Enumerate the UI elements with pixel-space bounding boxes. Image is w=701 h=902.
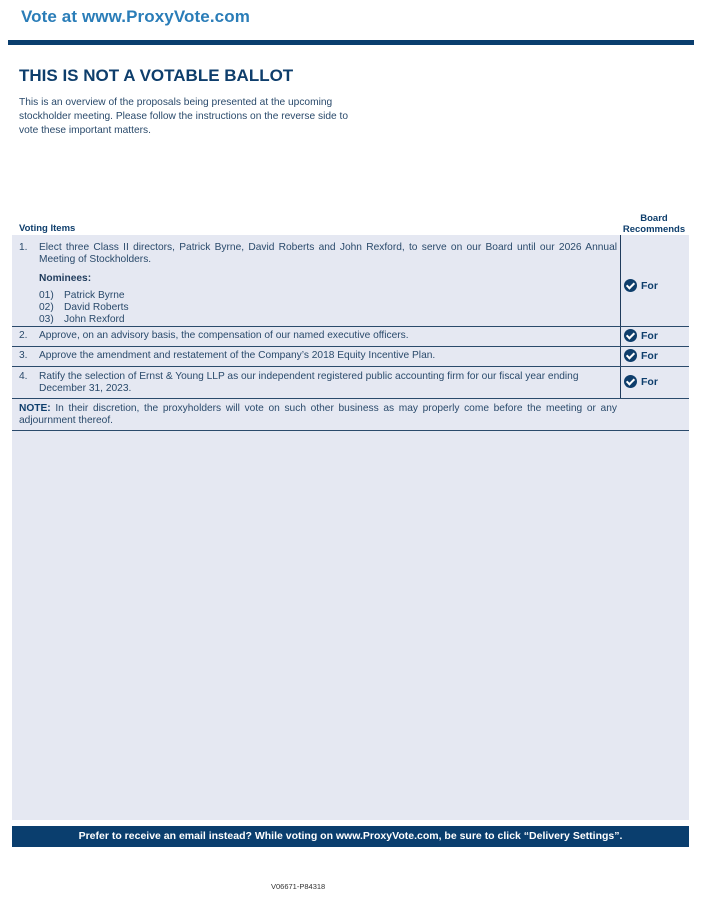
voting-item-3 <box>19 350 619 362</box>
item-number: 1. <box>19 242 28 253</box>
nominee-name: John Rexford <box>64 314 125 325</box>
nominee-2 <box>39 302 129 313</box>
footer-banner: Prefer to receive an email instead? While voting on www.ProxyVote.com, be sure to click “Delivery Settings”. <box>12 826 689 847</box>
item-number: 4. <box>19 371 28 382</box>
column-header-line-2: Recommends <box>622 224 686 235</box>
nominee-number: 02) <box>39 302 54 313</box>
checkmark-icon <box>624 349 637 362</box>
recommendation-4 <box>624 375 658 388</box>
note-body: In their discretion, the proxyholders will vote on such other business as may properly come before the meeting or any adjournment thereof. <box>19 403 617 426</box>
nominee-name: David Roberts <box>64 302 129 313</box>
intro-text: This is an overview of the proposals being presented at the upcoming stockholder meeting. Please follow the instructions on the reverse side to vote these important matters. <box>19 97 349 136</box>
nominee-name: Patrick Byrne <box>64 290 125 301</box>
recommendation-1 <box>624 279 658 292</box>
recommendation-label: For <box>641 279 658 292</box>
recommend-column-divider <box>620 235 621 398</box>
item-number: 2. <box>19 330 28 341</box>
recommendation-3 <box>624 349 658 362</box>
checkmark-icon <box>624 375 637 388</box>
checkmark-icon <box>624 279 637 292</box>
column-header-voting-items: Voting Items <box>19 223 76 234</box>
nominees-label: Nominees: <box>39 273 92 284</box>
nominee-3 <box>39 314 125 325</box>
nominee-number: 01) <box>39 290 54 301</box>
recommendation-label: For <box>641 349 658 362</box>
item-text: Approve, on an advisory basis, the compensation of our named executive officers. <box>39 330 409 341</box>
recommendation-label: For <box>641 375 658 388</box>
page-title: THIS IS NOT A VOTABLE BALLOT <box>19 66 294 85</box>
item-text: Elect three Class II directors, Patrick Byrne, David Roberts and John Rexford, to serve on our Board until our 2026 Annual Meeting of Stockholders. <box>39 242 617 265</box>
item-text: Ratify the selection of Ernst & Young LLP as our independent registered public accounting firm for our fiscal year ending December 31, 2023. <box>39 371 579 394</box>
row-divider <box>12 430 689 431</box>
column-header-board-recommends <box>618 213 690 235</box>
item-text: Approve the amendment and restatement of the Company’s 2018 Equity Incentive Plan. <box>39 350 436 361</box>
nominee-number: 03) <box>39 314 54 325</box>
document-code: V06671-P84318 <box>271 882 326 891</box>
recommendation-2 <box>624 329 658 342</box>
column-header-line-1: Board <box>640 213 668 224</box>
row-divider <box>12 398 689 399</box>
voting-item-4 <box>19 371 619 395</box>
item-number: 3. <box>19 350 28 361</box>
nominee-1 <box>39 290 125 301</box>
note-label: NOTE: <box>19 403 51 414</box>
row-divider <box>12 366 689 367</box>
voting-item-2 <box>19 330 619 342</box>
voting-item-1 <box>19 242 619 268</box>
row-divider <box>12 326 689 327</box>
row-divider <box>12 346 689 347</box>
checkmark-icon <box>624 329 637 342</box>
recommendation-label: For <box>641 329 658 342</box>
header-rule <box>8 40 694 45</box>
note-text <box>19 403 617 427</box>
header-title: Vote at www.ProxyVote.com <box>21 7 250 26</box>
